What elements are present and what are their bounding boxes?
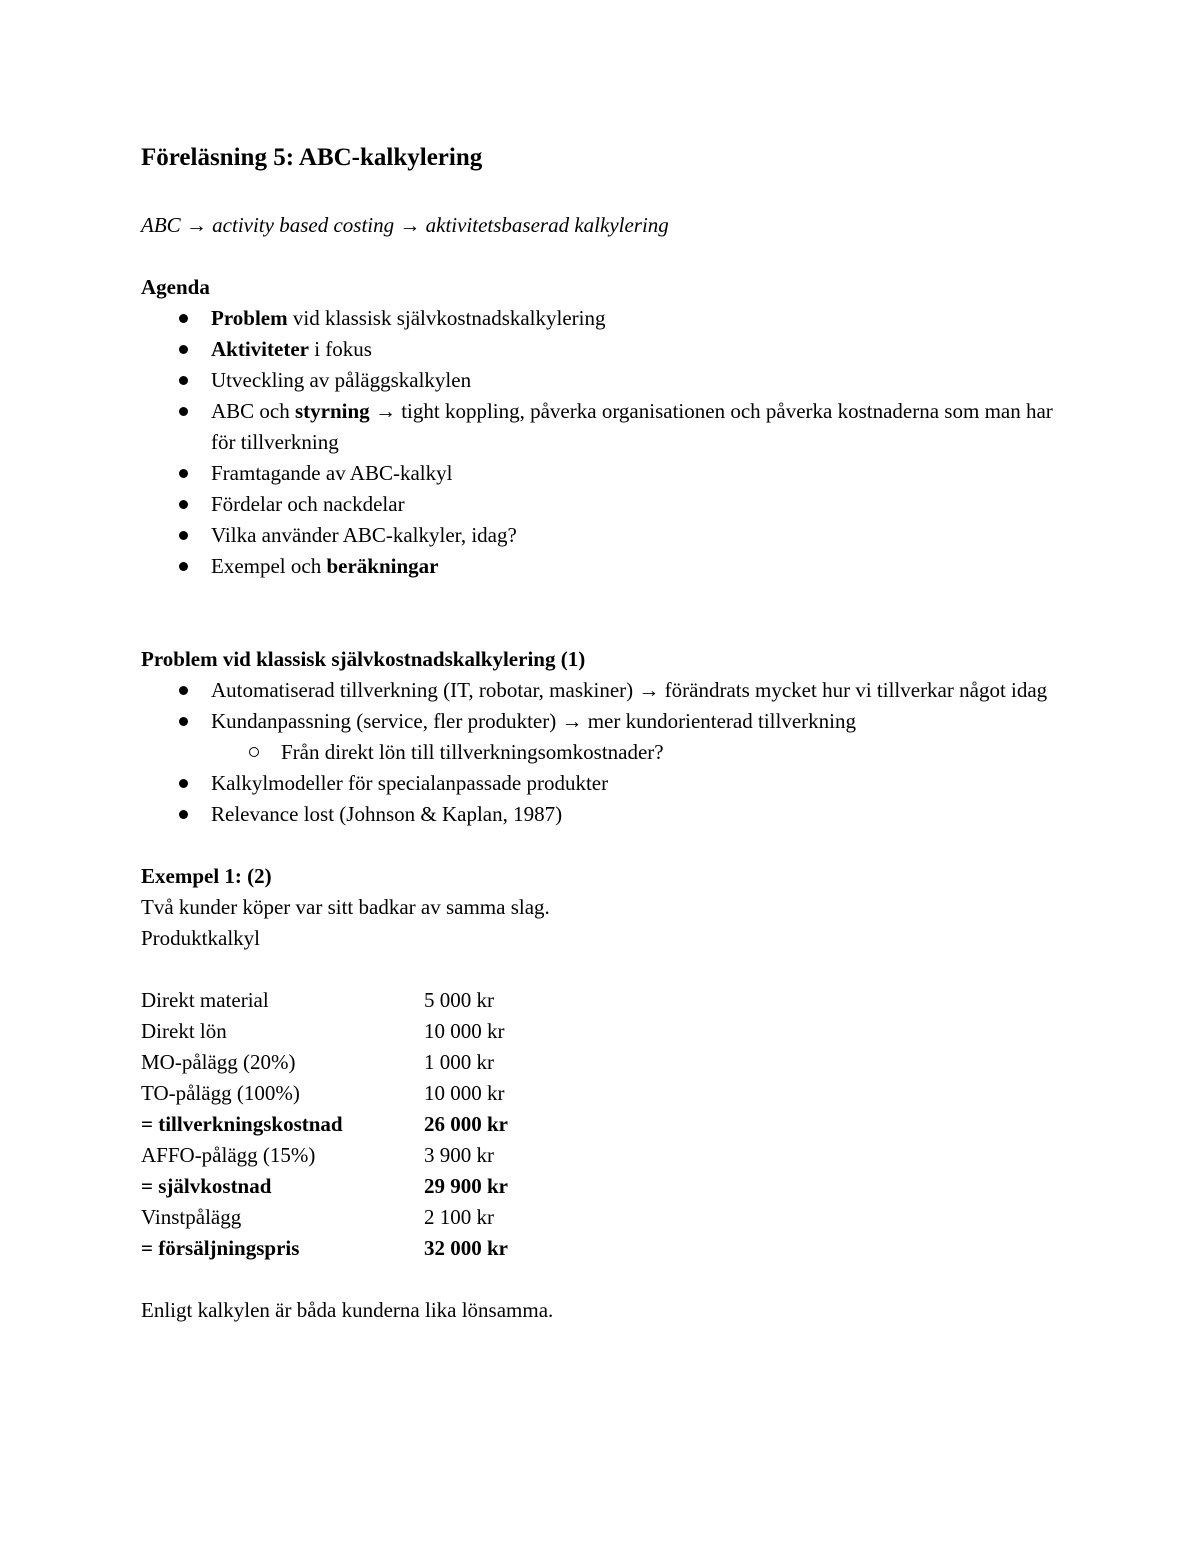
bullet-icon: [179, 376, 188, 385]
page-title: Föreläsning 5: ABC-kalkylering: [141, 144, 483, 171]
list-item: ABC och styrning → tight koppling, påverka organisationen och påverka kostnaderna som man har för tillverkning: [141, 396, 1061, 458]
list-item: Automatiserad tillverkning (IT, robotar, maskiner) → förändrats mycket hur vi tillverkar något idag: [141, 675, 1061, 706]
bullet-icon: [179, 717, 188, 726]
sub-list-item: Från direkt lön till tillverkningsomkostnader?: [211, 737, 1061, 768]
bullet-icon: [179, 314, 188, 323]
bullet-icon: [179, 407, 188, 416]
product-calculation-table: [141, 985, 508, 1264]
table-row-total: = försäljningspris 32 000 kr: [141, 1236, 508, 1260]
list-item: Problem vid klassisk självkostnadskalkylering: [141, 303, 1061, 334]
table-row-total: = tillverkningskostnad 26 000 kr: [141, 1112, 508, 1136]
bullet-icon: [179, 469, 188, 478]
conclusion-text: Enligt kalkylen är båda kunderna lika lönsamma.: [141, 1298, 554, 1322]
table-row: TO-pålägg (100%) 10 000 kr: [141, 1081, 505, 1105]
list-item: Framtagande av ABC-kalkyl: [141, 458, 1061, 489]
list-item: Exempel och beräkningar: [141, 551, 1061, 582]
problem-list: [141, 675, 1061, 830]
agenda-list: [141, 303, 1061, 582]
bullet-icon: [179, 810, 188, 819]
list-item: Kundanpassning (service, fler produkter) → mer kundorienterad tillverkning Från direkt lön till tillverkningsomkostnader?: [141, 706, 1061, 768]
bullet-icon: [179, 345, 188, 354]
table-row: Direkt material 5 000 kr: [141, 988, 494, 1012]
table-row-total: = självkostnad 29 900 kr: [141, 1174, 508, 1198]
list-item: Utveckling av påläggskalkylen: [141, 365, 1061, 396]
bullet-icon: [179, 686, 188, 695]
list-item: Vilka använder ABC-kalkyler, idag?: [141, 520, 1061, 551]
document-page: [141, 138, 1061, 1326]
agenda-heading: Agenda: [141, 275, 210, 299]
list-item: Kalkylmodeller för specialanpassade produkter: [141, 768, 1061, 799]
problem-section: [141, 644, 1061, 830]
bullet-icon: [179, 779, 188, 788]
table-row: Direkt lön 10 000 kr: [141, 1019, 505, 1043]
list-item: Fördelar och nackdelar: [141, 489, 1061, 520]
bullet-icon: [179, 562, 188, 571]
table-row: MO-pålägg (20%) 1 000 kr: [141, 1050, 494, 1074]
agenda-section: [141, 272, 1061, 582]
subtitle: ABC → activity based costing → aktivitetsbaserad kalkylering: [141, 213, 669, 237]
table-row: Vinstpålägg 2 100 kr: [141, 1205, 494, 1229]
sub-list: [211, 737, 1061, 768]
example-subheading: Produktkalkyl: [141, 926, 260, 950]
list-item: Aktiviteter i fokus: [141, 334, 1061, 365]
example-section: [141, 861, 1061, 1326]
list-item: Relevance lost (Johnson & Kaplan, 1987): [141, 799, 1061, 830]
table-row: AFFO-pålägg (15%) 3 900 kr: [141, 1143, 494, 1167]
problem-heading: Problem vid klassisk självkostnadskalkylering (1): [141, 647, 586, 671]
bullet-icon: [179, 500, 188, 509]
bullet-icon: [179, 531, 188, 540]
example-heading: Exempel 1: (2): [141, 864, 272, 888]
example-text: Två kunder köper var sitt badkar av samma slag.: [141, 895, 550, 919]
circle-bullet-icon: [249, 747, 259, 757]
